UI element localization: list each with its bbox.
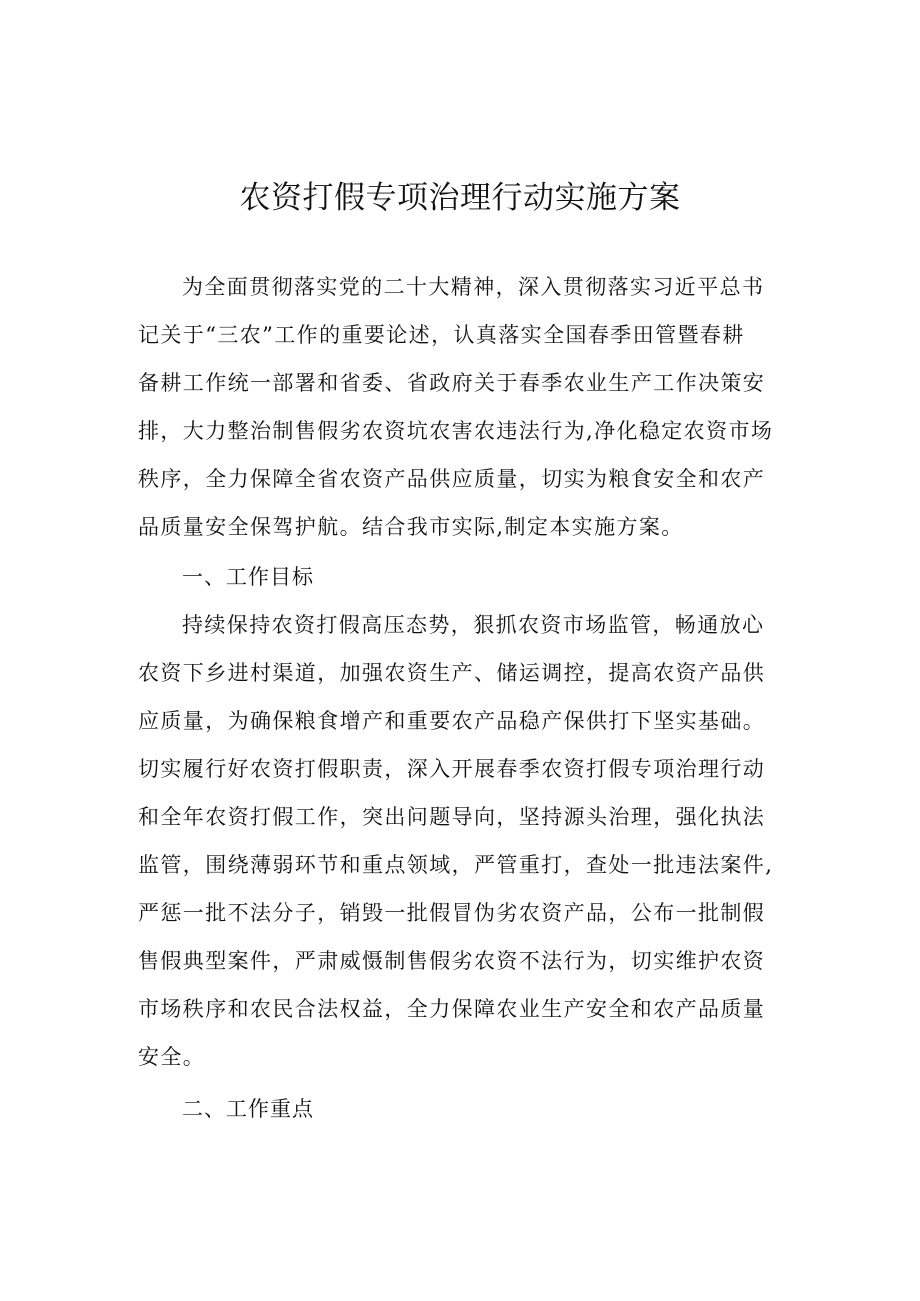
paragraph-line: 排，大力整治制售假劣农资坑农害农违法行为,净化稳定农资市场 — [138, 419, 774, 443]
paragraph-line: 监管，围绕薄弱环节和重点领域，严管重打，查处一批违法案件, — [138, 853, 774, 877]
section-heading-goals: 一、工作目标 — [182, 565, 314, 589]
paragraph-line: 和全年农资打假工作，突出问题导向，坚持源头治理，强化执法 — [138, 805, 766, 829]
section-heading-focus: 二、工作重点 — [182, 1097, 314, 1121]
paragraph-line: 持续保持农资打假高压态势，狠抓农资市场监管，畅通放心 — [182, 613, 765, 637]
paragraph-line: 应质量，为确保粮食增产和重要农产品稳产保供打下坚实基础。 — [138, 709, 766, 733]
paragraph-line: 备耕工作统一部署和省委、省政府关于春季农业生产工作决策安 — [138, 371, 766, 395]
document-title: 农资打假专项治理行动实施方案 — [239, 180, 681, 216]
paragraph-line: 为全面贯彻落实党的二十大精神，深入贯彻落实习近平总书 — [182, 275, 765, 299]
paragraph-line: 售假典型案件，严肃威慑制售假劣农资不法行为，切实维护农资 — [138, 949, 766, 973]
paragraph-line: 秩序，全力保障全省农资产品供应质量，切实为粮食安全和农产 — [138, 467, 766, 491]
paragraph-line: 严惩一批不法分子，销毁一批假冒伪劣农资产品，公布一批制假 — [138, 901, 766, 925]
paragraph-line: 切实履行好农资打假职责，深入开展春季农资打假专项治理行动 — [138, 757, 766, 781]
paragraph-line: 农资下乡进村渠道，加强农资生产、储运调控，提高农资产品供 — [138, 661, 766, 685]
paragraph-line: 市场秩序和农民合法权益，全力保障农业生产安全和农产品质量 — [138, 997, 766, 1021]
paragraph-line: 安全。 — [138, 1045, 206, 1069]
paragraph-line: 品质量安全保驾护航。结合我市实际,制定本实施方案。 — [138, 515, 684, 539]
paragraph-line: 记关于“三农”工作的重要论述，认真落实全国春季田管暨春耕 — [138, 323, 745, 347]
